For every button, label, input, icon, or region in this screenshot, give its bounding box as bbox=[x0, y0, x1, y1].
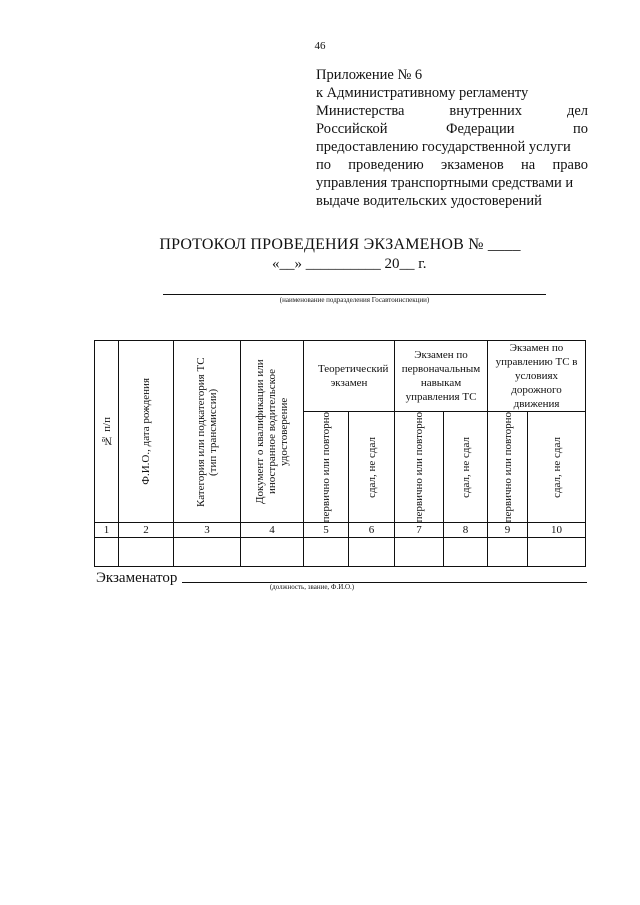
appendix-word: внутренних bbox=[449, 103, 523, 119]
subheader-passed-failed bbox=[349, 412, 395, 523]
header-num bbox=[95, 341, 119, 523]
header-initial-skills-text: Экзамен по первоначальным навыкам управления ТС bbox=[401, 349, 481, 403]
examiner-label: Экзаменатор bbox=[96, 570, 178, 586]
appendix-line-8: выдаче водительских удостоверений bbox=[316, 193, 542, 209]
subheader-text: первично или повторно bbox=[501, 412, 514, 523]
header-category-text: Категория или подкатегория ТС (тип трансмиссии) bbox=[195, 356, 219, 507]
empty-cell bbox=[444, 538, 488, 567]
empty-cell bbox=[95, 538, 119, 567]
appendix-word: экзаменов bbox=[441, 157, 504, 173]
empty-cell bbox=[395, 538, 444, 567]
subheader-text: сдал, не сдал bbox=[550, 436, 563, 498]
column-number: 9 bbox=[488, 523, 528, 538]
protocol-title: ПРОТОКОЛ ПРОВЕДЕНИЯ ЭКЗАМЕНОВ № ____ bbox=[159, 236, 521, 253]
header-fio-text: Ф.И.О., дата рождения bbox=[140, 378, 152, 486]
appendix-line-2: к Административному регламенту bbox=[316, 85, 529, 101]
appendix-block bbox=[316, 66, 588, 210]
examiner-caption: (должность, звание, Ф.И.О.) bbox=[269, 583, 355, 591]
appendix-word: Министерства bbox=[316, 103, 405, 119]
subheader-text: сдал, не сдал bbox=[365, 436, 378, 498]
subheader-first-or-repeat bbox=[395, 412, 444, 523]
column-number: 8 bbox=[444, 523, 488, 538]
subheader-text: сдал, не сдал bbox=[459, 436, 472, 498]
appendix-line-6 bbox=[316, 156, 588, 174]
appendix-word: дел bbox=[566, 103, 588, 119]
appendix-word: на bbox=[521, 157, 536, 173]
empty-cell bbox=[119, 538, 174, 567]
subheader-text: первично или повторно bbox=[320, 412, 332, 523]
header-theory bbox=[304, 341, 395, 412]
header-road bbox=[488, 341, 586, 412]
page-number: 46 bbox=[314, 40, 326, 52]
appendix-word: Федерации bbox=[445, 121, 515, 137]
appendix-line-7: управления транспортными средствами и bbox=[316, 175, 574, 191]
header-road-text: Экзамен по управлению ТС в условиях дорожного движения bbox=[495, 342, 578, 410]
appendix-word: по bbox=[572, 121, 588, 137]
header-initial-skills bbox=[395, 341, 488, 412]
header-document-text: Документ о квалификации или иностранное водительское удостоверение bbox=[254, 359, 290, 504]
column-number-row bbox=[95, 523, 586, 538]
empty-cell bbox=[304, 538, 349, 567]
appendix-line-3 bbox=[316, 102, 588, 120]
appendix-line-1: Приложение № 6 bbox=[316, 67, 423, 83]
column-number: 4 bbox=[241, 523, 304, 538]
column-number: 5 bbox=[304, 523, 349, 538]
header-theory-text: Теоретический экзамен bbox=[318, 363, 389, 389]
empty-cell bbox=[528, 538, 586, 567]
appendix-word: право bbox=[552, 157, 588, 173]
empty-cell bbox=[349, 538, 395, 567]
appendix-word: по bbox=[316, 157, 332, 173]
appendix-line-5: предоставлению государственной услуги bbox=[316, 139, 571, 155]
subheader-first-or-repeat bbox=[488, 412, 528, 523]
column-number: 7 bbox=[395, 523, 444, 538]
empty-cell bbox=[241, 538, 304, 567]
department-underline bbox=[163, 294, 546, 295]
empty-cell bbox=[488, 538, 528, 567]
department-caption: (наименование подразделения Госавтоинспекции) bbox=[279, 296, 430, 304]
subheader-text: первично или повторно bbox=[413, 412, 426, 523]
column-number: 6 bbox=[349, 523, 395, 538]
subheader-first-or-repeat bbox=[304, 412, 349, 523]
appendix-word: Российской bbox=[316, 121, 388, 137]
appendix-word: проведению bbox=[348, 157, 424, 173]
table-row-empty bbox=[95, 538, 586, 567]
protocol-table bbox=[94, 340, 586, 567]
column-number: 1 bbox=[95, 523, 119, 538]
header-fio bbox=[119, 341, 174, 523]
subheader-passed-failed bbox=[528, 412, 586, 523]
empty-cell bbox=[174, 538, 241, 567]
column-number: 2 bbox=[119, 523, 174, 538]
header-document bbox=[241, 341, 304, 523]
header-category bbox=[174, 341, 241, 523]
subheader-passed-failed bbox=[444, 412, 488, 523]
column-number: 3 bbox=[174, 523, 241, 538]
appendix-line-4 bbox=[316, 120, 588, 138]
header-num-text: № п/п bbox=[100, 416, 113, 447]
column-number: 10 bbox=[528, 523, 586, 538]
date-line: «__» __________ 20__ г. bbox=[272, 256, 427, 272]
